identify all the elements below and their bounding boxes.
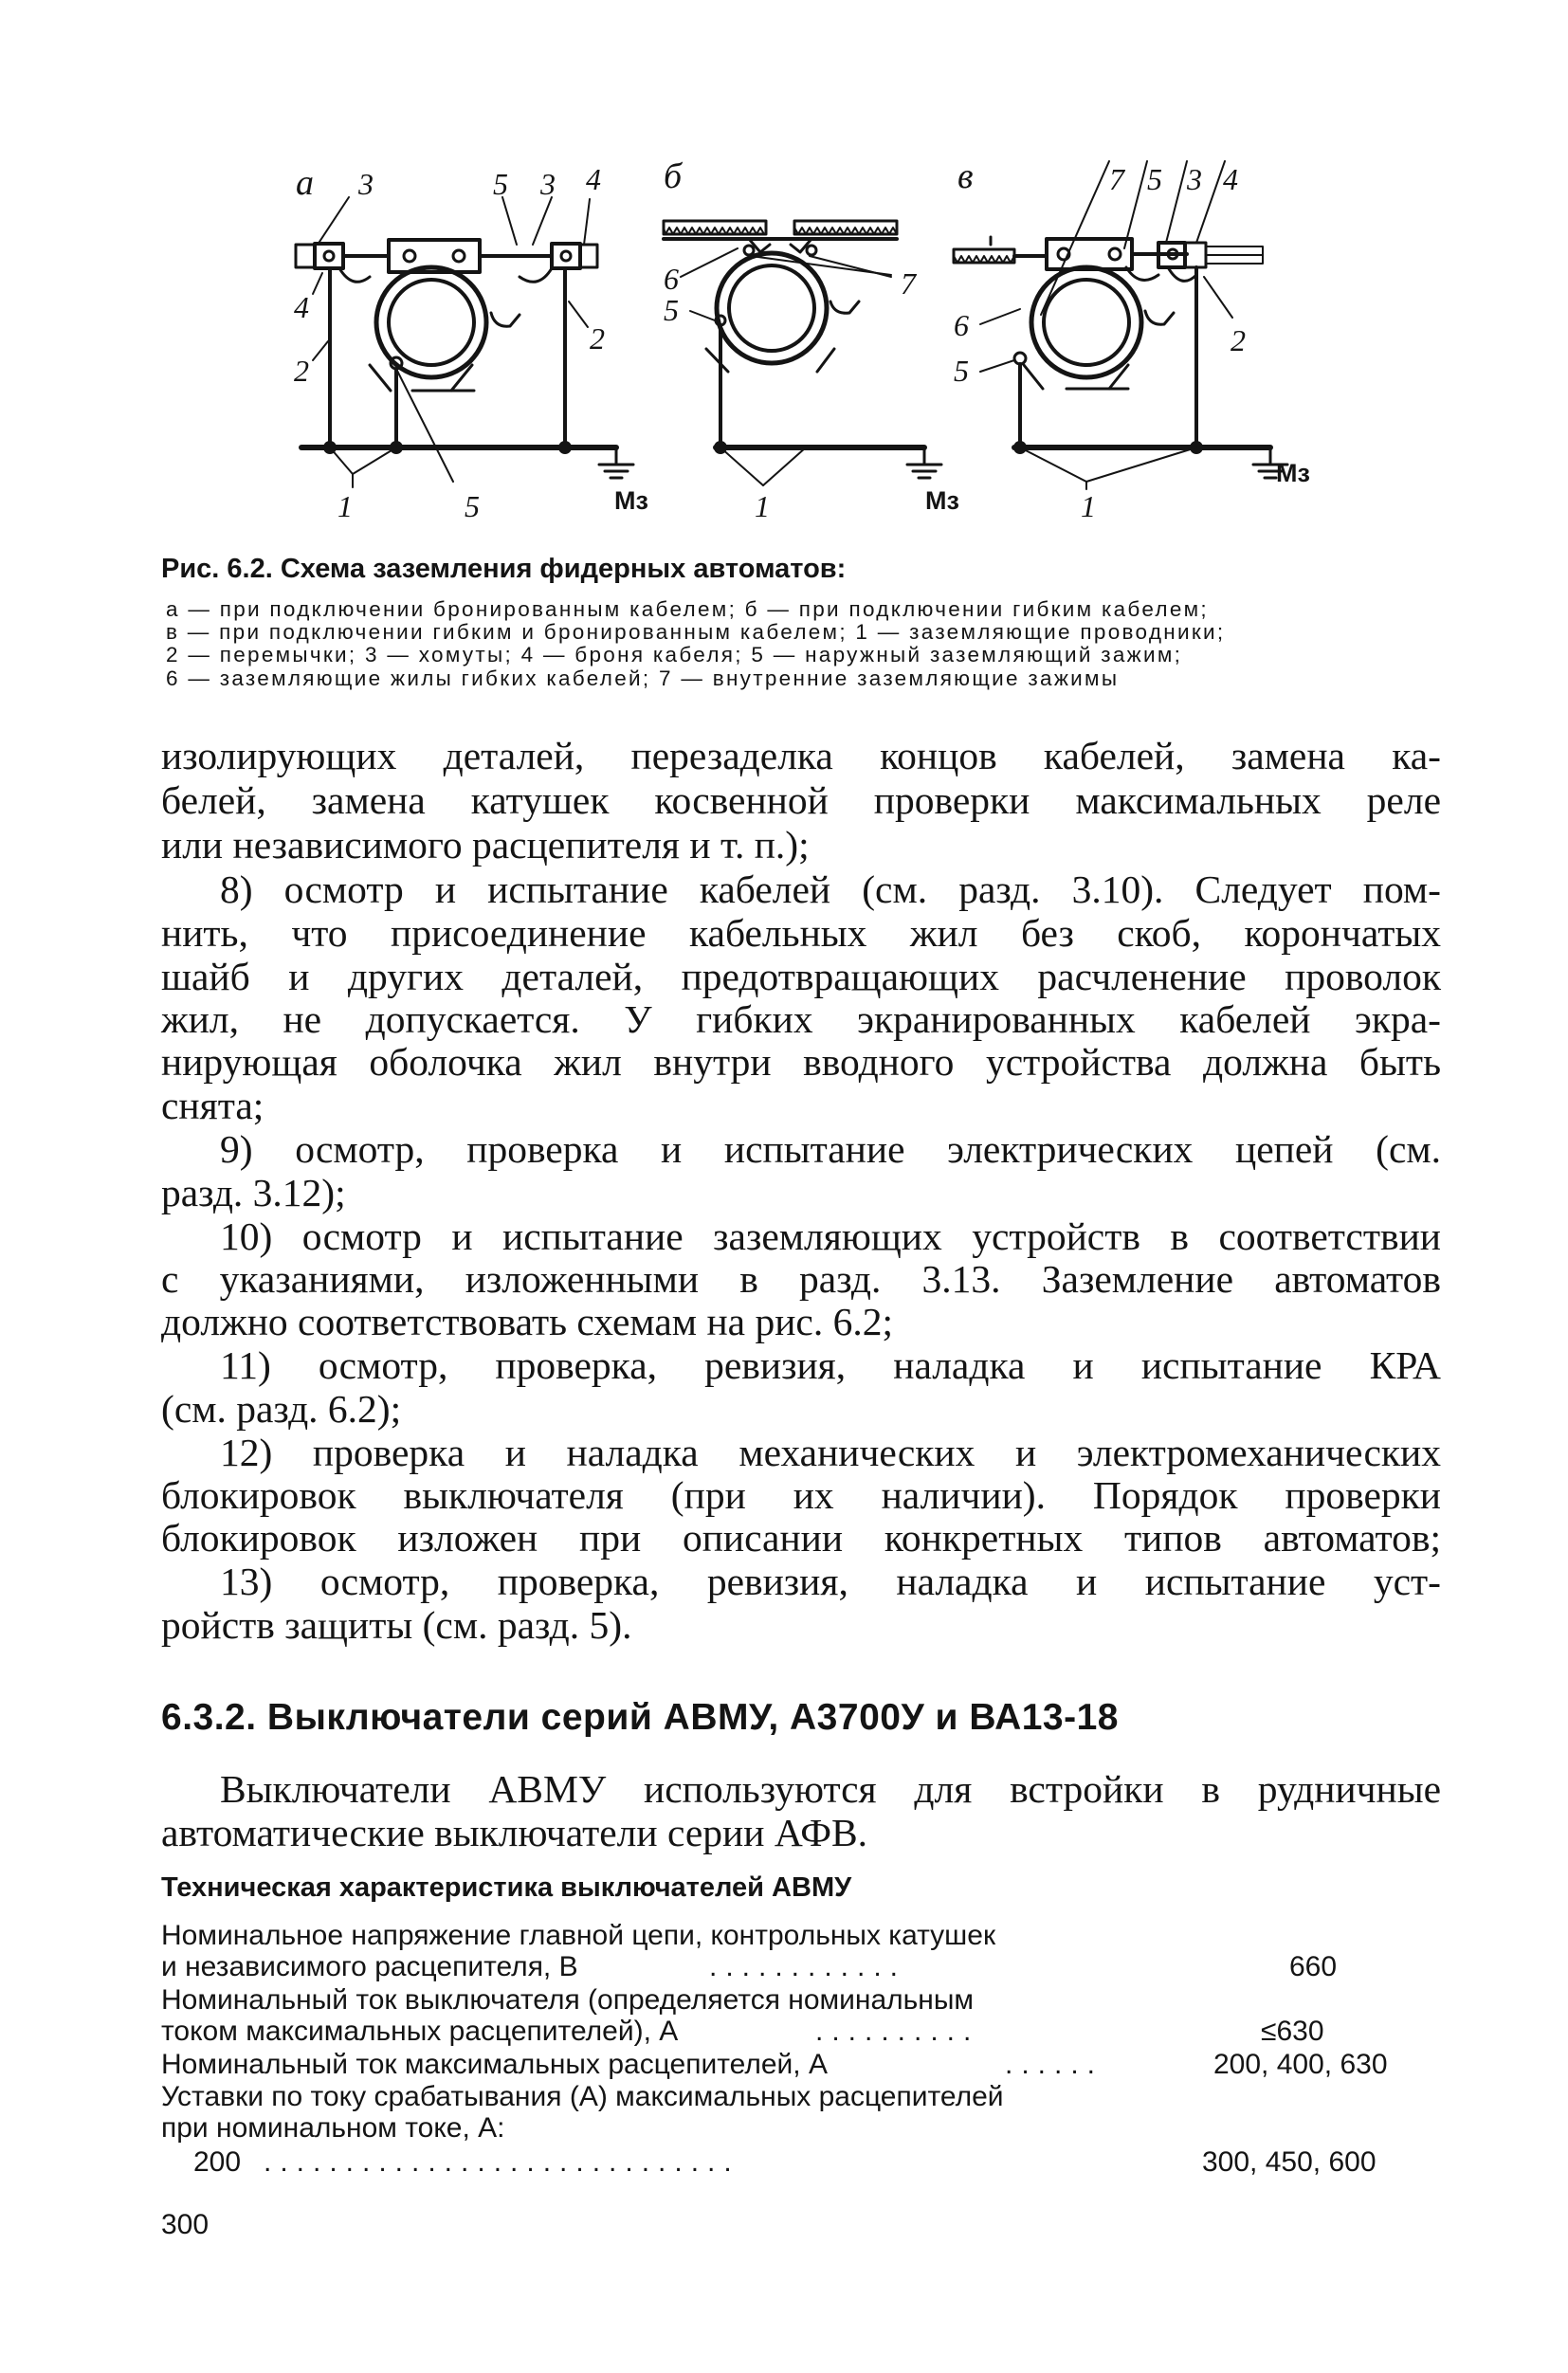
panel-label-a: а [296,163,314,203]
body-line: шайб и других деталей, предотвращающих расчленение проволок [161,955,1441,998]
spec-line: Номинальный ток выключателя (определяется номинальным [161,1984,975,2016]
spec-row [161,2015,1413,2049]
body-line: ройств защиты (см. разд. 5). [161,1603,632,1647]
spec-row-dots: ...... [1005,2049,1104,2080]
body-line: блокировок изложен при описании конкретных типов автоматов; [161,1516,1441,1560]
spec-row-dots: .......... [815,2016,980,2047]
spec-row-label: 200 [193,2146,242,2178]
fig-v-ground-label: Мз [1276,459,1310,487]
body-line: или независимого расцепителя и т. п.); [161,823,810,867]
fig-v-num-6: 6 [954,308,969,342]
fig-b-num-6: 6 [664,262,679,296]
fig-b-ground-label: Мз [925,486,959,515]
body-line: белей, замена катушек косвенной проверки максимальных реле [161,778,1441,822]
panel-label-v: в [957,156,974,196]
panel-label-b: б [664,156,683,196]
body-line: должно соответствовать схемам на рис. 6.2; [161,1300,893,1343]
section-intro-line: Выключатели АВМУ используются для встройки в рудничные [220,1767,1441,1811]
spec-row-label: Номинальный ток максимальных расцепителей, А [161,2049,828,2080]
fig-b-num-7: 7 [901,266,916,301]
fig-b-num-1: 1 [755,489,770,523]
spec-row [161,2145,1413,2180]
fig-v-num-5: 5 [1147,162,1162,196]
body-line: 12) проверка и наладка механических и электромеханических [220,1431,1441,1474]
fig-v-num-5b: 5 [954,354,969,388]
page-number: 300 [161,2209,210,2240]
figure-caption-title: Рис. 6.2. Схема заземления фидерных автоматов: [161,554,847,584]
figure-caption-line: 6 — заземляющие жилы гибких кабелей; 7 — внутренние заземляющие зажимы [166,666,1120,690]
fig-v-num-3: 3 [1187,162,1202,196]
section-intro-line: автоматические выключатели серии АФВ. [161,1811,868,1854]
spec-line: при номинальном токе, А: [161,2112,505,2144]
figure-caption-line: в — при подключении гибким и бронированным кабелем; 1 — заземляющие проводники; [166,620,1226,644]
fig-a-num-3b: 3 [540,167,556,201]
spec-title: Техническая характеристика выключателей АВМУ [161,1872,852,1903]
fig-a-ground-label: Мз [614,486,648,515]
body-line: 13) осмотр, проверка, ревизия, наладка и испытание уст- [220,1560,1441,1603]
body-line: 9) осмотр, проверка и испытание электрических цепей (см. [220,1127,1441,1171]
fig-v-num-2: 2 [1231,323,1246,357]
spec-row-value: 300, 450, 600 [1202,2146,1377,2178]
body-line: с указаниями, изложенными в разд. 3.13. Заземление автоматов [161,1257,1441,1301]
body-line: снята; [161,1084,264,1127]
spec-row-value: 660 [1289,1951,1338,1982]
fig-a-num-5b: 5 [465,489,480,523]
section-heading: 6.3.2. Выключатели серий АВМУ, А3700У и ВА13-18 [161,1697,1119,1738]
fig-a-num-3: 3 [358,167,374,201]
spec-row [161,2048,1413,2082]
panel-b-drawing [664,221,941,485]
spec-row-dots: ............ [709,1951,907,1982]
body-line: 10) осмотр и испытание заземляющих устройств в соответствии [220,1214,1441,1258]
fig-b-num-5: 5 [664,293,679,327]
spec-row-value: ≤630 [1261,2016,1324,2047]
spec-row-label: и независимого расцепителя, В [161,1951,578,1982]
fig-v-num-4: 4 [1223,162,1238,196]
fig-a-num-2: 2 [294,354,309,388]
fig-a-num-1: 1 [337,489,353,523]
body-line: нирующая оболочка жил внутри вводного устройства должна быть [161,1040,1441,1084]
body-line: жил, не допускается. У гибких экранированных кабелей экра- [161,997,1441,1041]
spec-line: Уставки по току срабатывания (А) максимальных расцепителей [161,2081,1004,2112]
body-line: блокировок выключателя (при их наличии). Порядок проверки [161,1473,1441,1517]
body-line: 8) осмотр и испытание кабелей (см. разд. 3.10). Следует пом- [220,867,1441,911]
body-line: нить, что присоединение кабельных жил без скоб, корончатых [161,911,1441,955]
spec-row [161,1950,1413,1984]
fig-a-num-5: 5 [493,167,508,201]
fig-v-num-7: 7 [1109,162,1124,196]
spec-row-dots: ............................. [264,2146,740,2178]
fig-a-num-4: 4 [586,162,601,196]
body-line: (см. разд. 6.2); [161,1387,402,1431]
fig-a-num-4b: 4 [294,290,309,324]
fig-a-num-2b: 2 [590,321,605,356]
fig-v-num-1: 1 [1081,489,1096,523]
panel-a-drawing [296,197,633,487]
spec-line: Номинальное напряжение главной цепи, контрольных катушек [161,1920,996,1951]
figure-caption-line: 2 — перемычки; 3 — хомуты; 4 — броня кабеля; 5 — наружный заземляющий зажим; [166,643,1183,666]
figure-caption-line: а — при подключении бронированным кабелем; б — при подключении гибким кабелем; [166,597,1209,621]
figure-6-2 [0,0,1568,550]
spec-row-value: 200, 400, 630 [1213,2049,1388,2080]
spec-row-label: током максимальных расцепителей), А [161,2016,679,2047]
body-line: 11) осмотр, проверка, ревизия, наладка и испытание КРА [220,1343,1441,1387]
body-line: изолирующих деталей, перезаделка концов кабелей, замена ка- [161,734,1441,777]
body-line: разд. 3.12); [161,1171,346,1214]
